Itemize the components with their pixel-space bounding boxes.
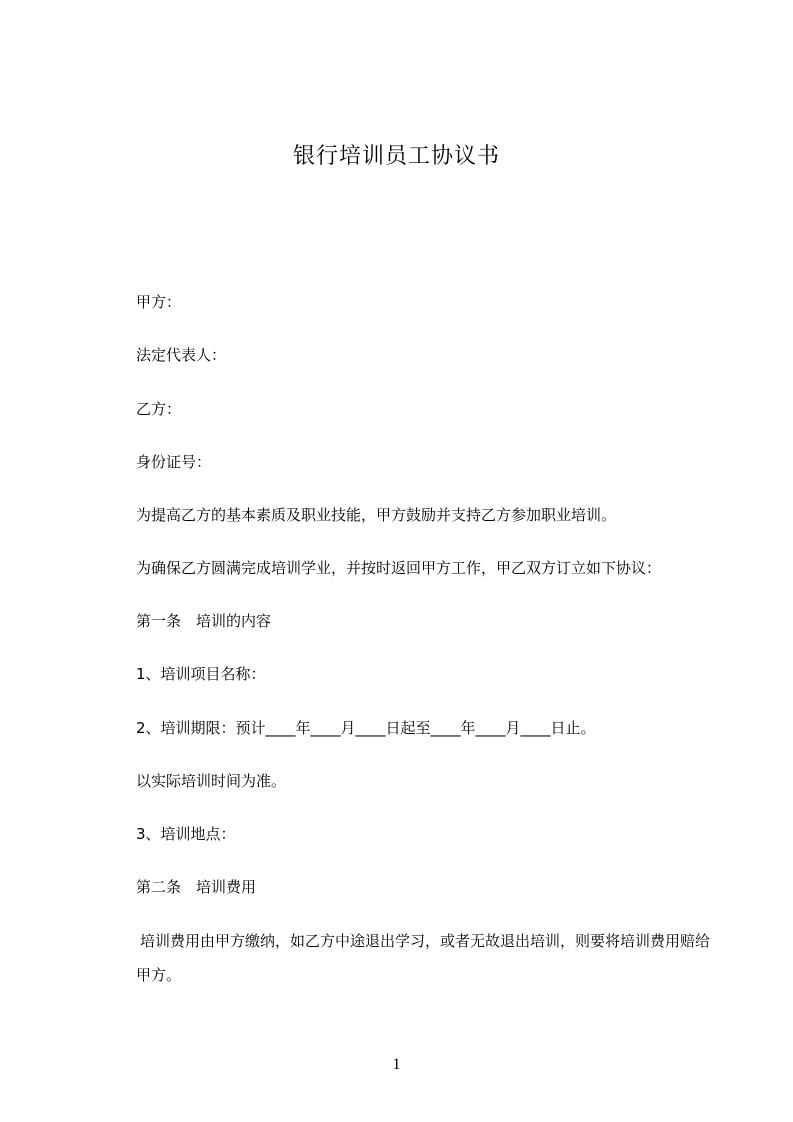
training-period: 2、培训期限：预计____年____月____日起至____年____月____日止。 [136,719,596,737]
article-2-heading: 第二条 培训费用 [136,878,257,896]
document-title: 银行培训员工协议书 [292,144,500,169]
article-1-heading: 第一条 培训的内容 [136,612,272,630]
training-location: 3、培训地点： [136,825,236,843]
training-project-name: 1、培训项目名称： [136,665,266,683]
actual-time-note: 以实际培训时间为准。 [136,772,287,790]
legal-representative-label: 法定代表人： [136,346,227,364]
party-a-label: 甲方： [136,293,182,311]
id-number-label: 身份证号： [136,453,212,471]
training-fee-paragraph: 培训费用由甲方缴纳，如乙方中途退出学习，或者无故退出培训，则要将培训费用赔给甲方。 [136,932,711,984]
party-b-label: 乙方： [136,400,182,418]
page-number: 1 [392,1056,401,1073]
intro-line-1: 为提高乙方的基本素质及职业技能，甲方鼓励并支持乙方参加职业培训。 [136,506,617,524]
intro-line-2: 为确保乙方圆满完成培训学业，并按时返回甲方工作，甲乙双方订立如下协议： [136,559,662,577]
